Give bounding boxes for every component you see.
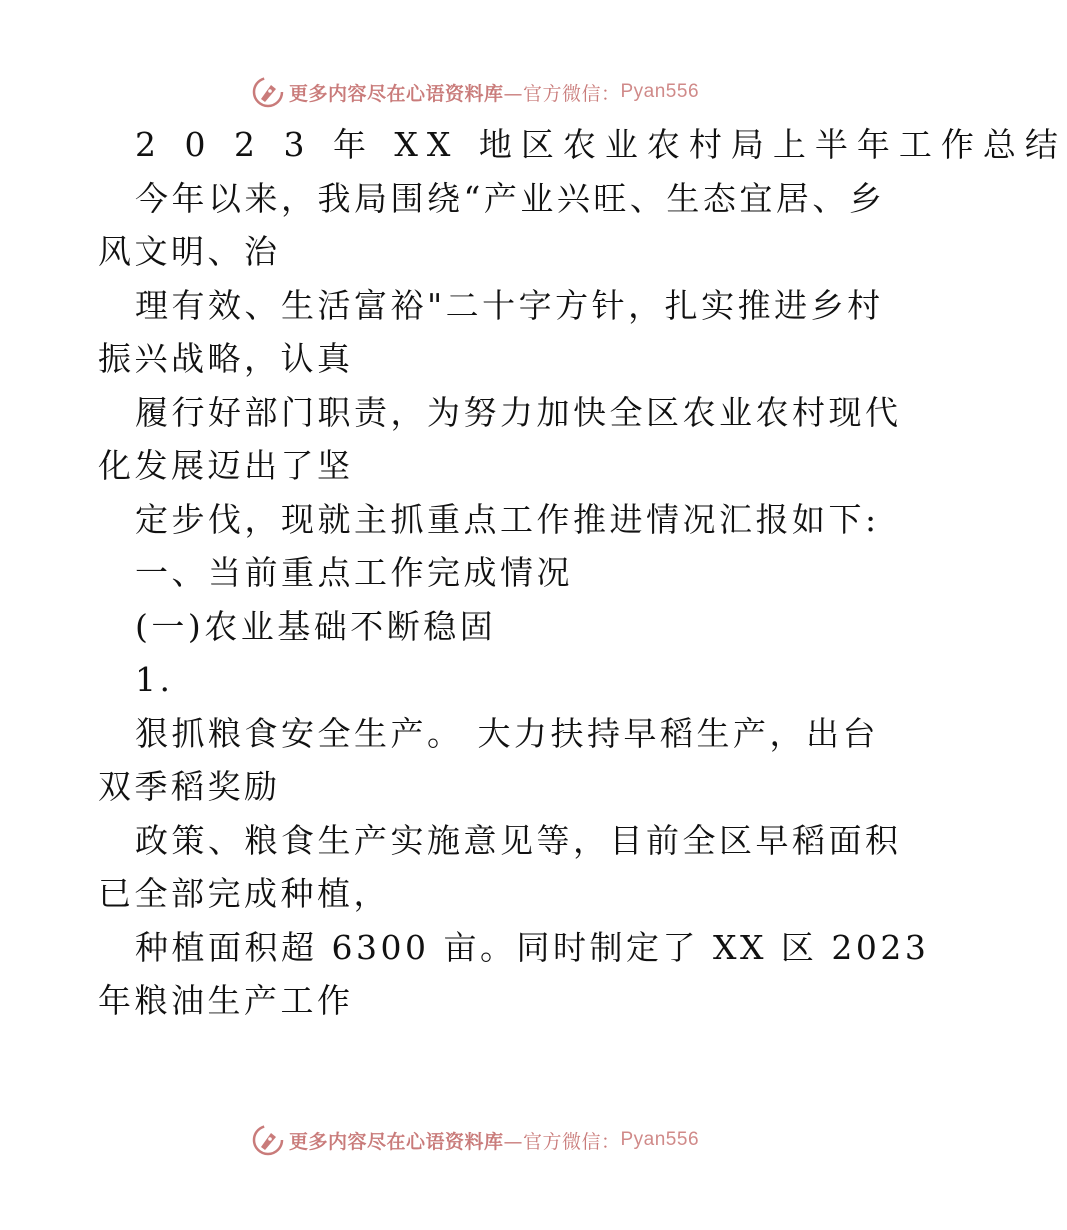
pen-nib-logo-icon <box>251 75 285 109</box>
paragraph-line: 已全部完成种植， <box>98 874 390 913</box>
section-heading: 一、当前重点工作完成情况 <box>135 553 573 592</box>
watermark-main-text: 更多内容尽在心语资料库 <box>288 1130 504 1153</box>
subsection-heading: (一)农业基础不断稳固 <box>135 606 497 646</box>
watermark-main-text: 更多内容尽在心语资料库 <box>288 82 504 105</box>
watermark-banner-top <box>0 72 950 112</box>
document-body <box>98 118 1067 1028</box>
watermark-separator-text: —官方微信： <box>503 82 621 105</box>
paragraph-line: 年粮油生产工作 <box>98 981 354 1020</box>
paragraph-line: 风文明、治 <box>98 232 281 271</box>
watermark-separator-text: —官方微信： <box>503 1130 621 1153</box>
watermark-wechat-id: Pyan556 <box>620 1129 700 1150</box>
paragraph-line: 政策、粮食生产实施意见等，目前全区早稻面积 <box>135 820 902 860</box>
paragraph-line: 定步伐，现就主抓重点工作推进情况汇报如下: <box>135 499 880 539</box>
pen-nib-logo-icon <box>251 1123 285 1157</box>
paragraph-line: 种植面积超 6300 亩。同时制定了 XX 区 2023 <box>135 927 930 967</box>
paragraph-line: 理有效、生活富裕"二十字方针，扎实推进乡村 <box>135 285 884 325</box>
paragraph-line: 履行好部门职责，为努力加快全区农业农村现代 <box>135 392 902 432</box>
paragraph-line: 化发展迈出了坚 <box>98 446 354 485</box>
paragraph-line: 振兴战略，认真 <box>98 339 354 378</box>
watermark-wechat-id: Pyan556 <box>620 81 700 102</box>
paragraph-line: 双季稻奖励 <box>98 767 281 806</box>
paragraph-line: 今年以来，我局围绕“产业兴旺、生态宜居、乡 <box>135 178 886 218</box>
document-title: 2 0 2 3 年 XX 地区农业农村局上半年工作总结 <box>135 125 1067 164</box>
paragraph-line: 狠抓粮食安全生产。 大力扶持早稻生产，出台 <box>135 713 879 753</box>
watermark-banner-bottom <box>0 1120 950 1160</box>
list-number: 1. <box>135 660 174 699</box>
